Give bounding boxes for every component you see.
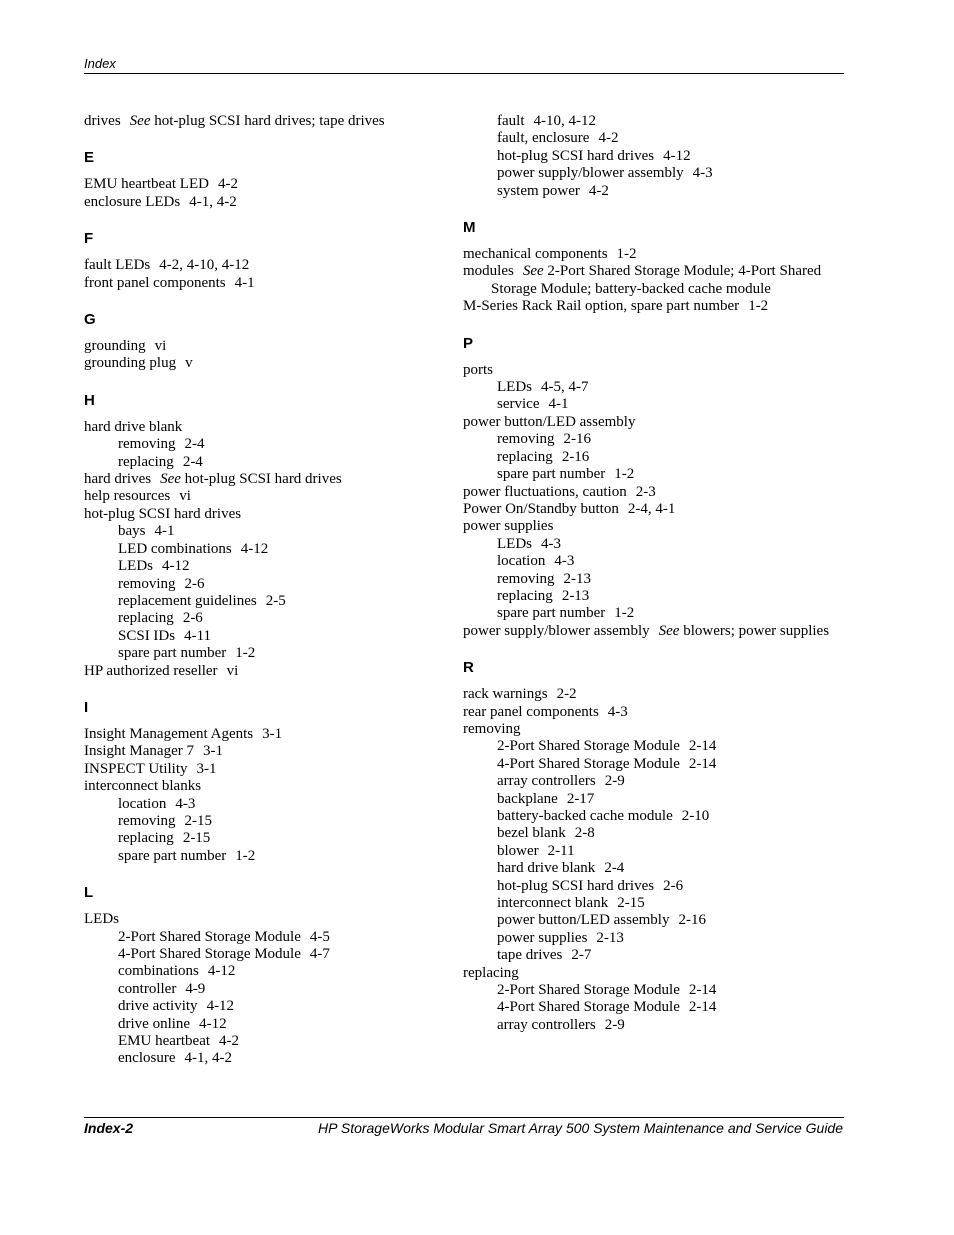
- index-term: combinations: [118, 963, 199, 980]
- page-reference: 1-2: [616, 246, 637, 263]
- index-subentry: [84, 541, 454, 558]
- index-term: drive activity: [118, 998, 198, 1015]
- index-subentry: [463, 396, 843, 413]
- index-term: 2-Port Shared Storage Module: [497, 738, 680, 755]
- index-subentry: [463, 466, 843, 483]
- index-term: replacing: [118, 453, 174, 470]
- index-term: rack warnings: [463, 686, 548, 703]
- index-entry: [463, 704, 843, 721]
- page-reference: 2-17: [566, 790, 595, 807]
- index-term: blower: [497, 842, 539, 859]
- page-reference: 4-10, 4-12: [533, 113, 596, 129]
- page-reference: 4-7: [309, 946, 330, 962]
- page-reference: 4-1, 4-2: [184, 1050, 232, 1067]
- index-term: fault: [497, 113, 525, 129]
- index-term: array controllers: [497, 773, 596, 790]
- index-term: INSPECT Utility: [84, 760, 188, 777]
- index-term: 4-Port Shared Storage Module: [497, 999, 680, 1016]
- index-term: tape drives: [497, 947, 563, 964]
- page-reference: 4-12: [162, 558, 190, 575]
- index-subentry: [463, 165, 843, 182]
- page-reference: 2-5: [265, 592, 286, 609]
- index-subentry: [463, 553, 843, 570]
- page-reference: 4-11: [184, 627, 212, 644]
- section-letter: L: [84, 884, 94, 902]
- page-reference: 2-8: [574, 825, 595, 842]
- page-reference: 2-16: [678, 912, 706, 929]
- section-letter: H: [84, 391, 95, 409]
- index-subentry: [84, 929, 454, 946]
- page-reference: 2-4: [604, 860, 625, 877]
- index-entry: [463, 298, 843, 315]
- see-reference: See: [160, 471, 181, 488]
- index-subentry: [463, 895, 843, 912]
- page-reference: 4-3: [554, 553, 575, 570]
- index-subentry: [463, 825, 843, 842]
- index-term: grounding plug: [84, 355, 177, 372]
- page-reference: 4-2, 4-10, 4-12: [159, 257, 250, 274]
- index-entry: [463, 518, 843, 535]
- index-subentry: [84, 523, 454, 540]
- index-term: power supply/blower assembly: [497, 165, 684, 182]
- page-reference: 4-2: [217, 176, 238, 193]
- page-reference: 2-15: [182, 830, 211, 847]
- page-reference: 2-4: [184, 436, 205, 453]
- index-term: Insight Management Agents: [84, 725, 254, 742]
- index-term: M-Series Rack Rail option, spare part number: [463, 298, 740, 315]
- index-entry: [84, 726, 454, 743]
- index-entry: [84, 419, 454, 436]
- page-reference: 2-16: [561, 448, 590, 465]
- index-subentry: [463, 183, 843, 200]
- page-reference: 4-5, 4-7: [541, 379, 589, 396]
- page-reference: 2-9: [604, 1016, 625, 1033]
- index-term: replacing: [118, 830, 174, 847]
- index-subentry: [463, 536, 843, 553]
- index-subentry: [84, 848, 454, 865]
- page-reference: 4-3: [607, 703, 628, 720]
- index-term: replacing: [497, 448, 553, 465]
- index-subentry: [463, 379, 843, 396]
- index-term: location: [497, 553, 546, 570]
- index-term: 4-Port Shared Storage Module: [497, 755, 680, 772]
- index-entry: [84, 257, 454, 274]
- index-entry: [84, 275, 454, 292]
- index-term: service: [497, 396, 540, 413]
- index-term: controller: [118, 980, 177, 997]
- page-reference: 4-2: [598, 130, 619, 147]
- index-column-right: [463, 113, 843, 1034]
- index-term: 2-Port Shared Storage Module: [118, 928, 301, 945]
- index-term: SCSI IDs: [118, 627, 176, 644]
- index-entry: [84, 663, 454, 680]
- index-term: spare part number: [118, 847, 227, 864]
- index-subentry: [463, 912, 843, 929]
- page-reference: 2-3: [635, 483, 656, 500]
- index-subentry: [84, 593, 454, 610]
- index-subentry: [463, 431, 843, 448]
- document-title: HP StorageWorks Modular Smart Array 500 System Maintenance and Service Guide: [318, 1120, 843, 1136]
- page-reference: 1-2: [235, 645, 256, 662]
- index-term: power supplies: [497, 929, 588, 946]
- index-subentry: [84, 998, 454, 1015]
- index-entry: [463, 501, 843, 518]
- index-term: LEDs: [118, 558, 153, 575]
- section-letter: R: [463, 659, 474, 677]
- index-subentry: [463, 449, 843, 466]
- index-entry: [84, 506, 454, 523]
- index-entry: [463, 721, 843, 738]
- index-subentry: [84, 436, 454, 453]
- index-term: spare part number: [497, 605, 606, 622]
- index-term: fault LEDs: [84, 257, 151, 274]
- page-reference: 1-2: [748, 298, 769, 315]
- page-reference: 4-1: [234, 274, 255, 291]
- index-subentry: [84, 981, 454, 998]
- page-reference: 2-6: [184, 575, 205, 592]
- index-term: removing: [463, 720, 521, 737]
- index-term: replacing: [497, 587, 553, 604]
- index-entry: [463, 414, 843, 431]
- index-term: power supply/blower assembly: [463, 622, 650, 639]
- page-reference: 4-12: [663, 147, 691, 164]
- index-term: help resources: [84, 488, 171, 505]
- page-reference: v: [185, 355, 193, 372]
- index-subentry: [463, 791, 843, 808]
- page-reference: 4-12: [206, 998, 235, 1015]
- index-term: interconnect blank: [497, 895, 609, 912]
- index-entry: [463, 965, 843, 982]
- index-term: Insight Manager 7: [84, 743, 194, 760]
- page-reference: 3-1: [202, 743, 223, 760]
- index-sections: [84, 149, 454, 1067]
- index-subentry: [84, 610, 454, 627]
- continued-subentries: [463, 113, 843, 200]
- index-term: hot-plug SCSI hard drives: [497, 877, 655, 894]
- header-label: Index: [84, 56, 116, 71]
- index-term: grounding: [84, 338, 146, 355]
- page-reference: 2-14: [688, 738, 717, 755]
- index-subentry: [463, 999, 843, 1016]
- page-reference: 2-16: [563, 431, 591, 448]
- index-term: enclosure LEDs: [84, 193, 181, 210]
- page-reference: 1-2: [614, 466, 635, 483]
- index-subentry: [463, 130, 843, 147]
- index-subentry: [463, 773, 843, 790]
- index-term: EMU heartbeat: [118, 1033, 211, 1050]
- section-letter: G: [84, 311, 96, 329]
- index-term: bezel blank: [497, 825, 566, 842]
- index-term: replacement guidelines: [118, 592, 257, 609]
- header-rule: [84, 73, 844, 74]
- index-term: 4-Port Shared Storage Module: [118, 946, 301, 962]
- page-reference: 2-14: [688, 999, 717, 1016]
- index-subentry: [84, 576, 454, 593]
- index-entry: [463, 686, 843, 703]
- index-subentry: [84, 830, 454, 847]
- index-subentry: [463, 1017, 843, 1034]
- index-term: front panel components: [84, 274, 226, 291]
- index-term: LEDs: [497, 379, 532, 396]
- page-reference: vi: [226, 662, 239, 679]
- index-subentry: [463, 947, 843, 964]
- index-term: spare part number: [118, 645, 227, 662]
- index-subentry: [84, 558, 454, 575]
- index-entry: [84, 176, 454, 193]
- index-subentry: [84, 1033, 454, 1050]
- index-entry: [84, 113, 454, 130]
- page-reference: 2-13: [563, 570, 591, 587]
- page-reference: vi: [154, 338, 167, 355]
- index-entry: [84, 338, 454, 355]
- see-target: hot-plug SCSI hard drives; tape drives: [154, 113, 385, 129]
- index-term: LEDs: [84, 911, 119, 928]
- page-reference: 4-3: [541, 535, 561, 552]
- index-term: location: [118, 795, 167, 812]
- index-subentry: [84, 946, 454, 963]
- page-reference: 2-6: [182, 610, 203, 627]
- index-term: ports: [463, 361, 493, 378]
- page-reference: 2-10: [681, 808, 710, 824]
- index-term: hot-plug SCSI hard drives: [497, 147, 655, 164]
- see-target: blowers; power supplies: [683, 622, 830, 639]
- index-subentry: [463, 756, 843, 773]
- index-entry: [84, 743, 454, 760]
- page-reference: 2-7: [571, 947, 592, 964]
- page-reference: 1-2: [235, 847, 256, 864]
- index-subentry: [463, 605, 843, 622]
- index-entry: [463, 246, 843, 263]
- index-subentry: [84, 1050, 454, 1067]
- page-reference: 2-15: [617, 895, 645, 912]
- page-reference: 1-2: [614, 605, 635, 622]
- index-subentry: [84, 1016, 454, 1033]
- page-reference: 4-5: [309, 928, 330, 945]
- index-term: HP authorized reseller: [84, 662, 218, 679]
- index-entry: [463, 263, 843, 298]
- page-reference: 2-15: [184, 812, 212, 829]
- see-reference: See: [658, 622, 680, 639]
- index-subentry: [84, 813, 454, 830]
- index-term: replacing: [118, 610, 174, 627]
- index-term: EMU heartbeat LED: [84, 176, 209, 193]
- page-reference: 2-13: [561, 587, 590, 604]
- index-subentry: [84, 628, 454, 645]
- page-reference: 4-1, 4-2: [189, 193, 237, 210]
- page-reference: 4-3: [692, 165, 713, 182]
- index-term: removing: [118, 812, 176, 829]
- index-subentry: [463, 571, 843, 588]
- index-term: drive online: [118, 1015, 191, 1032]
- index-term: removing: [118, 575, 176, 592]
- index-entry: [463, 623, 843, 640]
- index-term: hard drive blank: [497, 860, 596, 877]
- index-subentry: [84, 796, 454, 813]
- index-subentry: [463, 148, 843, 165]
- index-term: 2-Port Shared Storage Module: [497, 982, 680, 999]
- index-sections: [463, 219, 843, 1034]
- index-subentry: [463, 843, 843, 860]
- section-letter: E: [84, 149, 95, 167]
- page-reference: 2-13: [596, 929, 624, 946]
- page-reference: 3-1: [262, 725, 283, 742]
- page-reference: 4-12: [199, 1015, 227, 1032]
- index-term: array controllers: [497, 1016, 596, 1033]
- page-reference: 4-2: [219, 1033, 240, 1050]
- index-term: drives: [84, 113, 121, 129]
- index-term: interconnect blanks: [84, 778, 202, 795]
- page-reference: 2-11: [547, 842, 575, 859]
- index-term: enclosure: [118, 1050, 176, 1067]
- index-term: power button/LED assembly: [463, 413, 636, 430]
- index-term: rear panel components: [463, 703, 599, 720]
- page-reference: 4-12: [240, 540, 269, 557]
- index-term: replacing: [463, 964, 519, 981]
- index-term: modules: [463, 263, 514, 280]
- index-term: spare part number: [497, 466, 606, 483]
- page-reference: 2-6: [663, 877, 684, 894]
- index-entry: [463, 362, 843, 379]
- section-letter: I: [84, 698, 89, 716]
- page-reference: 2-9: [604, 773, 625, 790]
- index-entry: [84, 488, 454, 505]
- section-letter: F: [84, 230, 94, 248]
- index-term: power supplies: [463, 518, 554, 535]
- page-reference: 2-2: [556, 686, 577, 703]
- page-reference: 4-3: [175, 795, 196, 812]
- page-reference: 4-12: [207, 963, 236, 980]
- page-reference: 2-4, 4-1: [627, 500, 676, 517]
- index-subentry: [463, 860, 843, 877]
- index-entry: [84, 355, 454, 372]
- index-term: mechanical components: [463, 246, 608, 263]
- index-term: hot-plug SCSI hard drives: [84, 505, 242, 522]
- index-term: hard drive blank: [84, 418, 183, 435]
- index-subentry: [463, 588, 843, 605]
- index-entry: [84, 471, 454, 488]
- index-column-left: [84, 113, 454, 1068]
- page-reference: 2-14: [688, 982, 717, 999]
- index-term: system power: [497, 182, 580, 199]
- page-reference: 2-4: [182, 453, 203, 470]
- page-reference: 4-9: [185, 980, 206, 997]
- section-letter: P: [463, 334, 474, 352]
- see-target: hot-plug SCSI hard drives: [184, 471, 342, 488]
- see-reference: See: [129, 113, 151, 129]
- page-reference: 2-14: [688, 755, 717, 772]
- index-term: Power On/Standby button: [463, 500, 619, 517]
- index-subentry: [84, 645, 454, 662]
- index-subentry: [84, 454, 454, 471]
- index-entry: [84, 778, 454, 795]
- index-entry: [84, 911, 454, 928]
- index-subentry: [463, 982, 843, 999]
- see-reference: See: [522, 263, 544, 280]
- page-reference: 4-2: [588, 182, 609, 199]
- see-target: 2-Port Shared Storage Module; 4-Port Shared Storage Module; battery-backed cache module: [491, 263, 822, 297]
- index-term: LED combinations: [118, 540, 232, 557]
- section-letter: M: [463, 219, 476, 237]
- index-term: backplane: [497, 790, 558, 807]
- index-term: removing: [497, 570, 555, 587]
- index-term: power fluctuations, caution: [463, 483, 627, 500]
- index-term: fault, enclosure: [497, 130, 590, 147]
- index-term: hard drives: [84, 471, 152, 488]
- page-reference: 4-1: [548, 396, 569, 413]
- index-subentry: [84, 963, 454, 980]
- index-term: battery-backed cache module: [497, 808, 673, 824]
- index-term: removing: [497, 431, 555, 448]
- index-subentry: [463, 930, 843, 947]
- page-reference: 4-1: [154, 523, 175, 540]
- index-entry: [84, 761, 454, 778]
- index-term: power button/LED assembly: [497, 912, 670, 929]
- index-term: removing: [118, 436, 176, 453]
- index-term: bays: [118, 523, 146, 540]
- index-term: LEDs: [497, 535, 532, 552]
- index-subentry: [463, 738, 843, 755]
- page-number: Index-2: [84, 1120, 134, 1136]
- index-subentry: [463, 113, 843, 130]
- index-entry: [463, 484, 843, 501]
- index-entry: [84, 194, 454, 211]
- index-subentry: [463, 808, 843, 825]
- index-subentry: [463, 878, 843, 895]
- footer-rule: [84, 1117, 844, 1118]
- page-reference: vi: [179, 488, 191, 505]
- page-reference: 3-1: [196, 760, 217, 777]
